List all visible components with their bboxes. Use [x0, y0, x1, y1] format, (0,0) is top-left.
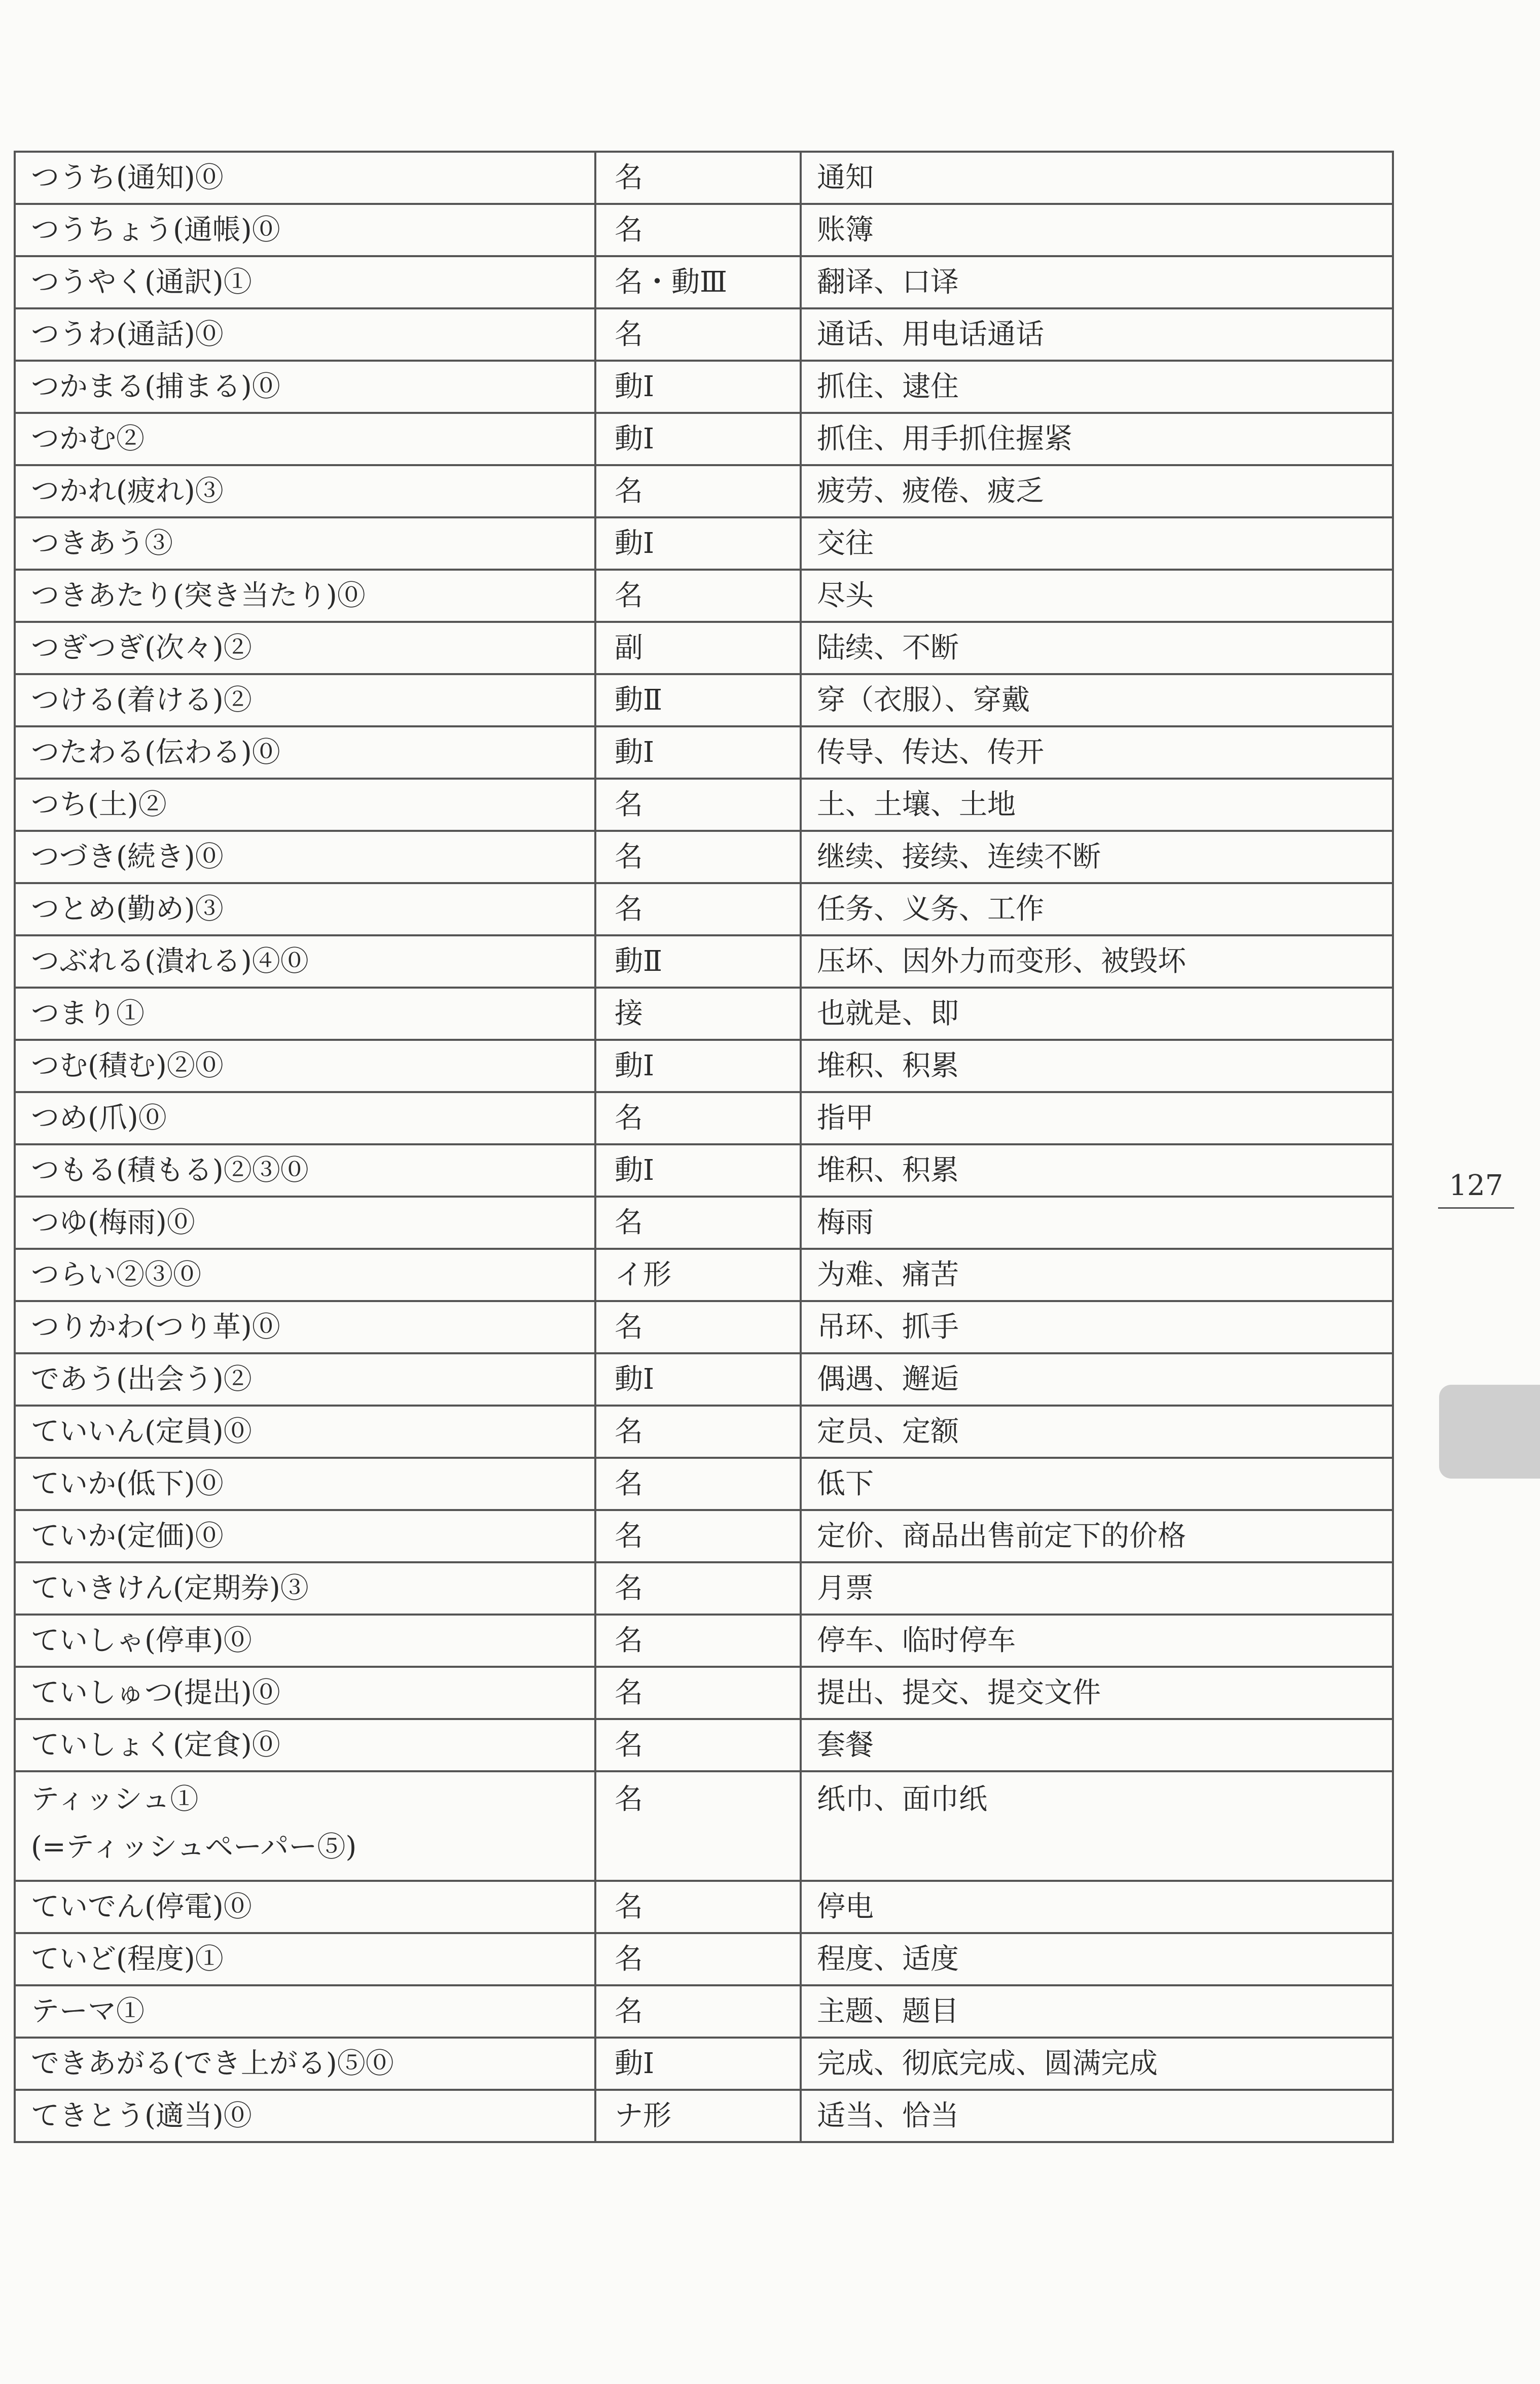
- meaning-cell: 堆积、积累: [801, 1144, 1393, 1197]
- word-text: ティッシュ①: [31, 1783, 199, 1816]
- word-cell: [15, 465, 595, 517]
- word-cell: [15, 831, 595, 883]
- meaning-cell: 疲劳、疲倦、疲乏: [801, 465, 1393, 517]
- table-row: [15, 1881, 1393, 1933]
- word-cell: [15, 256, 595, 308]
- word-text: つりかわ(つり革)⓪: [31, 1310, 280, 1344]
- table-row: [15, 2090, 1393, 2142]
- word-text: つかむ②: [31, 422, 145, 455]
- word-cell: [15, 1301, 595, 1353]
- word-cell: [15, 1249, 595, 1301]
- table-row: [15, 361, 1393, 413]
- meaning-cell: 套餐: [801, 1719, 1393, 1771]
- part-of-speech-cell: 動Ⅰ: [595, 726, 801, 779]
- table-row: [15, 1458, 1393, 1510]
- part-of-speech-cell: 名: [595, 1719, 801, 1771]
- part-of-speech-cell: 動Ⅰ: [595, 361, 801, 413]
- word-cell: [15, 1985, 595, 2038]
- word-cell: [15, 779, 595, 831]
- meaning-cell: 梅雨: [801, 1197, 1393, 1249]
- part-of-speech-cell: 名: [595, 883, 801, 935]
- word-alt-text: (=ティッシュペーパー⑤): [31, 1831, 357, 1864]
- meaning-cell: 账簿: [801, 204, 1393, 256]
- table-row: [15, 674, 1393, 726]
- word-text: つぶれる(潰れる)④⓪: [31, 944, 309, 978]
- word-text: ていしゃ(停車)⓪: [31, 1624, 252, 1657]
- vocabulary-table-body: [15, 152, 1393, 2142]
- table-row: [15, 1667, 1393, 1719]
- part-of-speech-cell: 動Ⅰ: [595, 517, 801, 570]
- part-of-speech-cell: ナ形: [595, 2090, 801, 2142]
- part-of-speech-cell: 名: [595, 1562, 801, 1615]
- meaning-cell: 传导、传达、传开: [801, 726, 1393, 779]
- meaning-cell: 压坏、因外力而变形、被毁坏: [801, 935, 1393, 988]
- chapter-thumb-tab: [1439, 1385, 1540, 1479]
- page-number: 127: [1449, 1169, 1503, 1202]
- table-row: [15, 779, 1393, 831]
- meaning-cell: 也就是、即: [801, 988, 1393, 1040]
- table-row: [15, 1353, 1393, 1406]
- part-of-speech-cell: 動Ⅰ: [595, 1353, 801, 1406]
- table-row: [15, 517, 1393, 570]
- part-of-speech-cell: 名: [595, 779, 801, 831]
- table-row: [15, 988, 1393, 1040]
- word-text: つたわる(伝わる)⓪: [31, 735, 280, 769]
- table-row: [15, 1406, 1393, 1458]
- word-cell: [15, 1092, 595, 1144]
- meaning-cell: 尽头: [801, 570, 1393, 622]
- meaning-cell: 继续、接续、连续不断: [801, 831, 1393, 883]
- word-cell: [15, 622, 595, 674]
- part-of-speech-cell: 動Ⅱ: [595, 674, 801, 726]
- word-cell: [15, 935, 595, 988]
- meaning-cell: 堆积、积累: [801, 1040, 1393, 1092]
- word-cell: [15, 308, 595, 361]
- table-row: [15, 465, 1393, 517]
- part-of-speech-cell: イ形: [595, 1249, 801, 1301]
- word-text: であう(出会う)②: [31, 1362, 252, 1396]
- meaning-cell: 通知: [801, 152, 1393, 204]
- meaning-cell: 陆续、不断: [801, 622, 1393, 674]
- word-cell: [15, 1040, 595, 1092]
- word-text: つうやく(通訳)①: [31, 265, 252, 299]
- word-text: ていいん(定員)⓪: [31, 1415, 252, 1448]
- word-text: ていか(低下)⓪: [31, 1467, 224, 1500]
- part-of-speech-cell: 名: [595, 204, 801, 256]
- part-of-speech-cell: 名: [595, 1771, 801, 1881]
- part-of-speech-cell: 名: [595, 1458, 801, 1510]
- table-row: [15, 256, 1393, 308]
- part-of-speech-cell: 動Ⅰ: [595, 413, 801, 465]
- meaning-cell: 主题、题目: [801, 1985, 1393, 2038]
- word-cell: [15, 1562, 595, 1615]
- table-row: [15, 1040, 1393, 1092]
- table-row: [15, 831, 1393, 883]
- part-of-speech-cell: 名: [595, 831, 801, 883]
- word-cell: [15, 726, 595, 779]
- word-cell: [15, 1615, 595, 1667]
- meaning-cell: 任务、义务、工作: [801, 883, 1393, 935]
- meaning-cell: 适当、恰当: [801, 2090, 1393, 2142]
- word-text: ていど(程度)①: [31, 1942, 224, 1976]
- word-text: できあがる(でき上がる)⑤⓪: [31, 2047, 394, 2080]
- meaning-cell: 穿（衣服）、穿戴: [801, 674, 1393, 726]
- word-text: つかれ(疲れ)③: [31, 474, 224, 508]
- table-row: [15, 204, 1393, 256]
- part-of-speech-cell: 名: [595, 1985, 801, 2038]
- word-text: ていきけん(定期券)③: [31, 1571, 309, 1605]
- meaning-cell: 土、土壤、土地: [801, 779, 1393, 831]
- table-row: [15, 570, 1393, 622]
- part-of-speech-cell: 名: [595, 1667, 801, 1719]
- part-of-speech-cell: 名: [595, 465, 801, 517]
- meaning-cell: 定价、商品出售前定下的价格: [801, 1510, 1393, 1562]
- table-row: [15, 1092, 1393, 1144]
- part-of-speech-cell: 名: [595, 570, 801, 622]
- meaning-cell: 完成、彻底完成、圆满完成: [801, 2038, 1393, 2090]
- table-row: [15, 1771, 1393, 1881]
- word-text: ていでん(停電)⓪: [31, 1890, 252, 1923]
- part-of-speech-cell: 動Ⅱ: [595, 935, 801, 988]
- word-cell: [15, 1406, 595, 1458]
- word-cell: [15, 1719, 595, 1771]
- word-text: ていか(定価)⓪: [31, 1519, 224, 1553]
- part-of-speech-cell: 動Ⅰ: [595, 1040, 801, 1092]
- word-cell: [15, 1144, 595, 1197]
- meaning-cell: 纸巾、面巾纸: [801, 1771, 1393, 1881]
- part-of-speech-cell: 名: [595, 1197, 801, 1249]
- meaning-cell: 抓住、用手抓住握紧: [801, 413, 1393, 465]
- word-text: テーマ①: [31, 1994, 145, 2028]
- meaning-cell: 低下: [801, 1458, 1393, 1510]
- word-cell: [15, 517, 595, 570]
- word-cell: [15, 1510, 595, 1562]
- meaning-cell: 翻译、口译: [801, 256, 1393, 308]
- part-of-speech-cell: 名: [595, 308, 801, 361]
- word-cell: [15, 413, 595, 465]
- word-text: つかまる(捕まる)⓪: [31, 370, 280, 403]
- word-cell: [15, 988, 595, 1040]
- meaning-cell: 抓住、逮住: [801, 361, 1393, 413]
- word-cell: [15, 1771, 595, 1881]
- word-text: つまり①: [31, 997, 145, 1030]
- word-text: つうわ(通話)⓪: [31, 318, 224, 351]
- table-row: [15, 935, 1393, 988]
- table-row: [15, 152, 1393, 204]
- word-text: つうちょう(通帳)⓪: [31, 213, 280, 247]
- table-row: [15, 2038, 1393, 2090]
- word-text: つもる(積もる)②③⓪: [31, 1153, 309, 1187]
- table-row: [15, 622, 1393, 674]
- meaning-cell: 吊环、抓手: [801, 1301, 1393, 1353]
- word-text: つむ(積む)②⓪: [31, 1049, 224, 1082]
- vocabulary-table: [14, 151, 1394, 2143]
- word-cell: [15, 1197, 595, 1249]
- part-of-speech-cell: 名: [595, 152, 801, 204]
- word-text: つきあう③: [31, 527, 173, 560]
- meaning-cell: 停电: [801, 1881, 1393, 1933]
- word-cell: [15, 674, 595, 726]
- word-text: てきとう(適当)⓪: [31, 2099, 252, 2132]
- table-row: [15, 1144, 1393, 1197]
- word-text: つらい②③⓪: [31, 1258, 201, 1291]
- table-row: [15, 1562, 1393, 1615]
- word-text: ていしょく(定食)⓪: [31, 1728, 280, 1762]
- word-text: つとめ(勤め)③: [31, 892, 224, 926]
- word-cell: [15, 361, 595, 413]
- table-row: [15, 308, 1393, 361]
- word-cell: [15, 2038, 595, 2090]
- part-of-speech-cell: 名: [595, 1092, 801, 1144]
- table-row: [15, 1197, 1393, 1249]
- word-text: つめ(爪)⓪: [31, 1101, 167, 1135]
- table-row: [15, 1719, 1393, 1771]
- word-text: つち(土)②: [31, 788, 167, 821]
- table-row: [15, 1933, 1393, 1985]
- table-row: [15, 1249, 1393, 1301]
- word-cell: [15, 1458, 595, 1510]
- part-of-speech-cell: 名: [595, 1510, 801, 1562]
- part-of-speech-cell: 名: [595, 1881, 801, 1933]
- word-text: つゆ(梅雨)⓪: [31, 1206, 195, 1239]
- word-cell: [15, 204, 595, 256]
- page-number-rule: [1438, 1207, 1514, 1209]
- table-row: [15, 1615, 1393, 1667]
- part-of-speech-cell: 名: [595, 1406, 801, 1458]
- meaning-cell: 停车、临时停车: [801, 1615, 1393, 1667]
- meaning-cell: 交往: [801, 517, 1393, 570]
- part-of-speech-cell: 動Ⅰ: [595, 1144, 801, 1197]
- word-text: つける(着ける)②: [31, 683, 252, 717]
- meaning-cell: 偶遇、邂逅: [801, 1353, 1393, 1406]
- word-text: つぎつぎ(次々)②: [31, 631, 252, 664]
- part-of-speech-cell: 動Ⅰ: [595, 2038, 801, 2090]
- word-text: つづき(続き)⓪: [31, 840, 224, 873]
- table-row: [15, 1985, 1393, 2038]
- table-row: [15, 726, 1393, 779]
- word-cell: [15, 1353, 595, 1406]
- part-of-speech-cell: 接: [595, 988, 801, 1040]
- part-of-speech-cell: 副: [595, 622, 801, 674]
- word-cell: [15, 570, 595, 622]
- meaning-cell: 程度、适度: [801, 1933, 1393, 1985]
- meaning-cell: 指甲: [801, 1092, 1393, 1144]
- word-text: ていしゅつ(提出)⓪: [31, 1676, 280, 1709]
- word-cell: [15, 1933, 595, 1985]
- table-row: [15, 1301, 1393, 1353]
- part-of-speech-cell: 名・動Ⅲ: [595, 256, 801, 308]
- meaning-cell: 提出、提交、提交文件: [801, 1667, 1393, 1719]
- table-row: [15, 413, 1393, 465]
- table-row: [15, 1510, 1393, 1562]
- word-text: つうち(通知)⓪: [31, 161, 224, 194]
- meaning-cell: 定员、定额: [801, 1406, 1393, 1458]
- word-cell: [15, 1667, 595, 1719]
- word-cell: [15, 1881, 595, 1933]
- word-cell: [15, 152, 595, 204]
- meaning-cell: 通话、用电话通话: [801, 308, 1393, 361]
- meaning-cell: 月票: [801, 1562, 1393, 1615]
- table-row: [15, 883, 1393, 935]
- part-of-speech-cell: 名: [595, 1615, 801, 1667]
- part-of-speech-cell: 名: [595, 1933, 801, 1985]
- meaning-cell: 为难、痛苦: [801, 1249, 1393, 1301]
- word-text: つきあたり(突き当たり)⓪: [31, 579, 366, 612]
- word-cell: [15, 2090, 595, 2142]
- part-of-speech-cell: 名: [595, 1301, 801, 1353]
- word-cell: [15, 883, 595, 935]
